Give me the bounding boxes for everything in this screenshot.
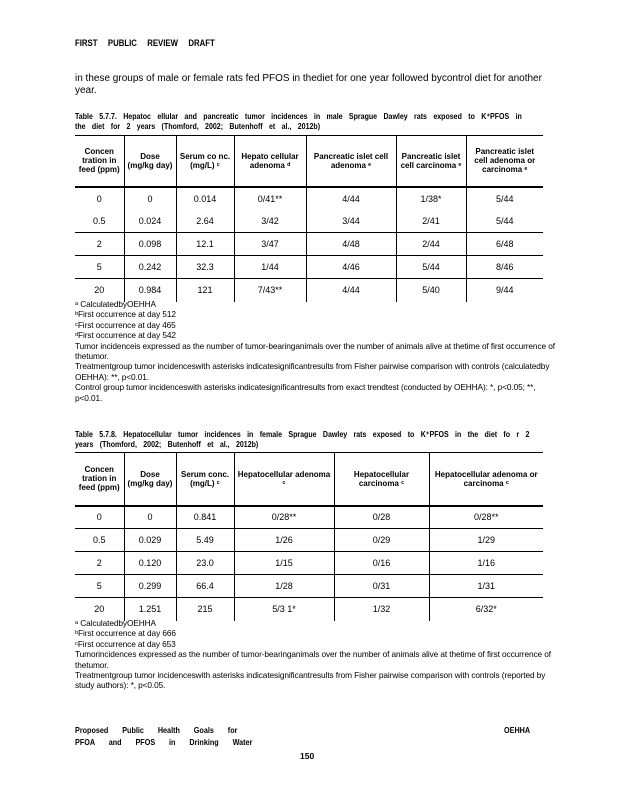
table-cell: 1/29: [429, 529, 543, 552]
table-cell: 0.5: [92, 215, 106, 226]
table-cell: 215: [176, 598, 234, 621]
footer-right: OEHHA: [504, 725, 531, 735]
note-line: Tumor incidenceis expressed as the number of tumor-bearinganimals over the number of animals alive at thetime of first occurrence of thetumor.: [75, 340, 558, 362]
table-cell: 5: [75, 256, 124, 279]
table-row: [75, 256, 543, 279]
table-cell: 0.098: [124, 233, 176, 256]
table-row: [75, 529, 543, 552]
table2-header-row: [75, 453, 543, 506]
table-cell: 1/32: [334, 598, 429, 621]
table1-col-header: Serum co nc. (mg/L) ᶜ: [176, 136, 234, 187]
table2-col-header: Serum conc. (mg/L) ᶜ: [176, 453, 234, 506]
note-line: Control group tumor incidenceswith asterisks indicatesignificantresults from exact trendtest (conducted by OEHHA): *, p<0.05; **, p<0.01.: [75, 382, 538, 403]
table-cell: 1/15: [234, 552, 334, 575]
table-cell: 1/31: [429, 575, 543, 598]
table-cell: 0.841: [176, 506, 234, 529]
footer-line: PFOA and PFOS in Drinking Water: [75, 737, 253, 747]
table-cell: 3/42: [234, 210, 306, 233]
table-cell: 6/32*: [429, 598, 543, 621]
table-cell: 3/44: [306, 210, 396, 233]
table-cell: 6/48: [466, 233, 543, 256]
table-cell: 0/28**: [234, 506, 334, 529]
table2-col-header: Hepatocellular carcinoma ᶜ: [334, 453, 429, 506]
note-line: Treatmentgroup tumor incidenceswith asterisks indicatesignificantresults from Fisher pairwise comparison with controls (calculatedby OEHHA): **, p<0.01.: [75, 361, 552, 382]
table-cell: 5/44: [396, 256, 466, 279]
note-line: ᵈFirst occurrence at day 542: [75, 330, 176, 341]
table-cell: 2.64: [176, 210, 234, 233]
table-row: [75, 552, 543, 575]
table-cell: 5: [75, 575, 124, 598]
table-row: [75, 187, 543, 210]
table-cell: 0.014: [176, 187, 234, 210]
table-cell: 20: [75, 279, 124, 302]
table-cell: 0: [124, 187, 176, 210]
table1: [75, 135, 543, 302]
table2-caption: Table 5.7.8. Hepatocellular tumor incidences in female Sprague Dawley rats exposed to K⁺PFOS in the diet fo r 2 years (Thomford, 2002; Butenhoff et al., 2012b): [75, 430, 530, 449]
table-cell: 0/41**: [234, 187, 306, 210]
table-row: [75, 506, 543, 529]
page-number: 150: [300, 751, 315, 761]
table-row: [75, 575, 543, 598]
table-cell: 5.49: [176, 529, 234, 552]
note-line: ᶜFirst occurrence at day 653: [75, 638, 176, 649]
table-cell: 32.3: [176, 256, 234, 279]
table-cell: 0: [96, 512, 102, 523]
note-line: Treatmentgroup tumor incidenceswith asterisks indicatesignificantresults from Fisher pairwise comparison with controls (reported by study authors): *, p<0.05.: [75, 670, 548, 691]
table-cell: 66.4: [176, 575, 234, 598]
table-cell: 7/43**: [234, 279, 306, 302]
table-cell: 1/16: [429, 552, 543, 575]
table2-col-header: Hepatocellular adenoma ᶜ: [234, 453, 334, 506]
table-cell: 4/46: [306, 256, 396, 279]
table-cell: 121: [176, 279, 234, 302]
table-cell: 8/46: [466, 256, 543, 279]
table-cell: 0.5: [75, 529, 124, 552]
table-cell: 0/28**: [429, 506, 543, 529]
page-header: FIRST PUBLIC REVIEW DRAFT: [75, 38, 215, 49]
table-cell: 1/28: [234, 575, 334, 598]
table-cell: 0.299: [124, 575, 176, 598]
note-line: ᵇFirst occurrence at day 512: [75, 309, 176, 320]
table1-col-header: Pancreatic islet cell adenoma ᵉ: [306, 136, 396, 187]
table-cell: 0.242: [124, 256, 176, 279]
table-cell: 0.120: [124, 552, 176, 575]
table-cell: 1/38*: [396, 187, 466, 210]
table1-col-header: Dose (mg/kg day): [124, 136, 176, 187]
table1-col-header: Pancreatic islet cell adenoma or carcinoma ᵉ: [466, 136, 543, 187]
table-cell: 0/31: [334, 575, 429, 598]
table-cell: 5/44: [466, 187, 543, 210]
note-line: ᵃ CalculatedbyOEHHA: [75, 618, 156, 628]
table2: [75, 452, 543, 621]
table1-caption: Table 5.7.7. Hepatoc ellular and pancreatic tumor incidences in male Sprague Dawley rats exposed to K⁺PFOS in the diet for 2 years (Thomford, 2002; Butenhoff et al., 2012b): [75, 112, 522, 131]
footer-left: [75, 724, 252, 748]
table-cell: 20: [75, 598, 124, 621]
table-cell: 5/3 1*: [234, 598, 334, 621]
table1-notes: [75, 299, 558, 403]
table-cell: 1.251: [124, 598, 176, 621]
footer-line: Proposed Public Health Goals for: [75, 725, 238, 735]
table-cell: 0/29: [334, 529, 429, 552]
note-line: ᵃ CalculatedbyOEHHA: [75, 299, 156, 309]
table-cell: 5/44: [466, 210, 543, 233]
table-cell: 0/16: [334, 552, 429, 575]
table-cell: 4/44: [306, 187, 396, 210]
table-cell: 0: [124, 506, 176, 529]
table-row: [75, 233, 543, 256]
note-line: ᵇFirst occurrence at day 666: [75, 628, 176, 639]
table1-header-row: [75, 136, 543, 187]
table-cell: 1/44: [234, 256, 306, 279]
table-cell: 2/44: [396, 233, 466, 256]
table-cell: 0.984: [124, 279, 176, 302]
table-cell: 0/28: [334, 506, 429, 529]
table-cell: 2/41: [396, 210, 466, 233]
table2-col-header: Dose (mg/kg day): [124, 453, 176, 506]
table-cell: 2: [75, 233, 124, 256]
table-cell: 0.029: [124, 529, 176, 552]
note-line: Tumorincidences expressed as the number of tumor-bearinganimals over the number of animals alive at thetime of first occurrence of thetumor.: [75, 649, 554, 670]
table-cell: 23.0: [176, 552, 234, 575]
intro-paragraph: in these groups of male or female rats fed PFOS in thediet for one year followed bycontrol diet for another year.: [75, 73, 542, 96]
table-cell: 9/44: [466, 279, 543, 302]
table-cell: 3/47: [234, 233, 306, 256]
table-cell: 2: [75, 552, 124, 575]
note-line: ᶜFirst occurrence at day 465: [75, 319, 176, 330]
table1-col-header: Hepato cellular adenoma ᵈ: [234, 136, 306, 187]
table-cell: 0.024: [124, 210, 176, 233]
table-cell: 4/44: [306, 279, 396, 302]
table2-notes: [75, 618, 555, 691]
table-cell: 4/48: [306, 233, 396, 256]
table1-col-header: Concen tration in feed (ppm): [78, 147, 120, 175]
table2-col-header: Concen tration in feed (ppm): [78, 465, 120, 493]
table-cell: 0: [96, 193, 102, 204]
table-cell: 5/40: [396, 279, 466, 302]
table2-col-header: Hepatocellular adenoma or carcinoma ᶜ: [429, 453, 543, 506]
table-cell: 1/26: [234, 529, 334, 552]
table-row: [75, 210, 543, 233]
table1-col-header: Pancreatic islet cell carcinoma ᵉ: [396, 136, 466, 187]
table-cell: 12.1: [176, 233, 234, 256]
